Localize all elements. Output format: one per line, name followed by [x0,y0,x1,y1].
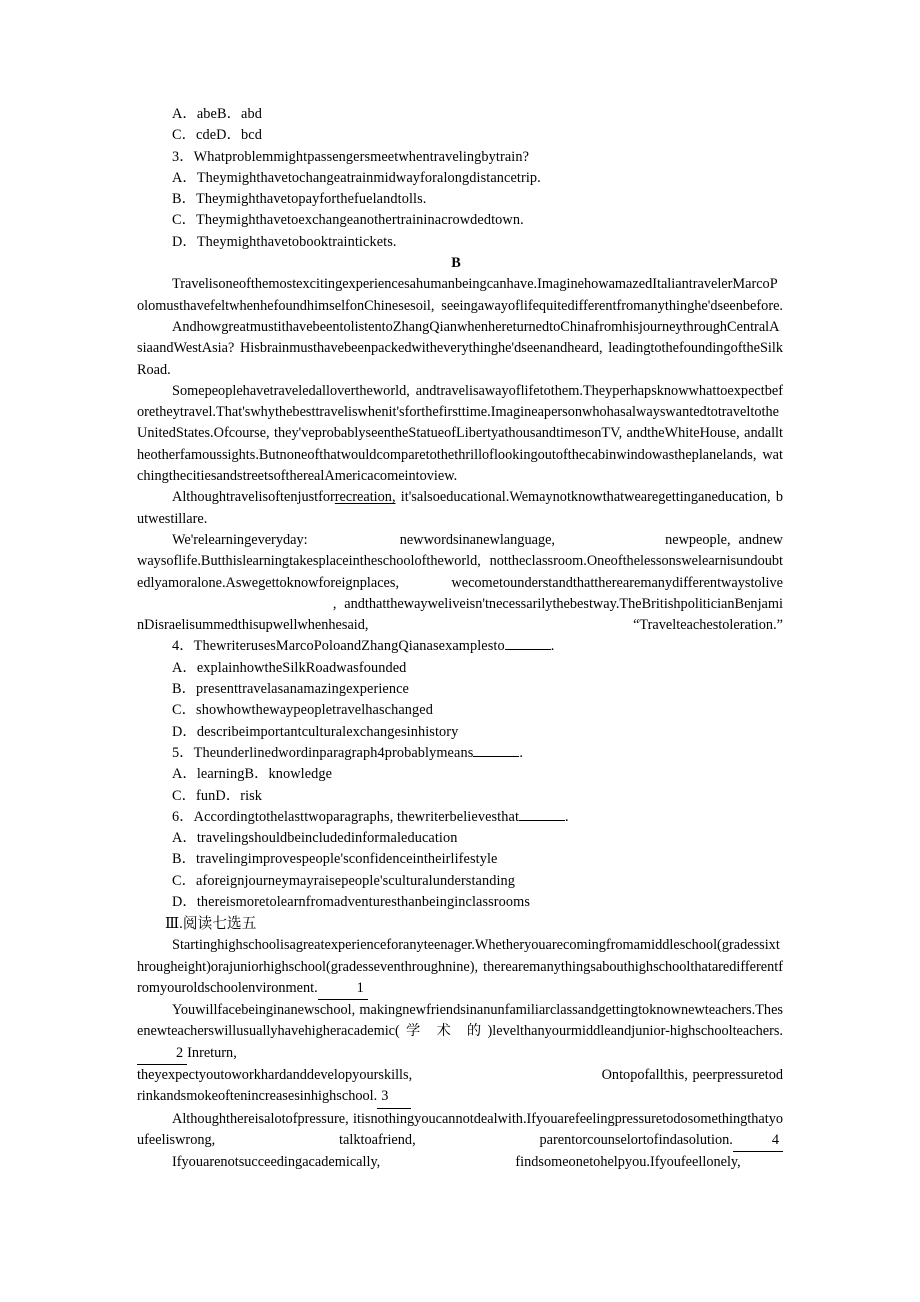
paragraph-5-c: newpeople, [665,531,731,548]
question-4-option-a: A．explainhowtheSilkRoadwasfounded [172,659,407,676]
cloze-blank-1[interactable]: 1 [318,978,368,1000]
question-6-option-d: D．thereismoretolearnfromadventuresthanbeinginclassrooms [172,893,531,910]
question-6-option-b: B．travelingimprovespeople'sconfidenceintheirlifestyle [172,851,498,868]
section-3-paragraph-5 [137,1152,783,1173]
section-3-p3-a: theyexpectyoutoworkhardanddevelopyourskills, [137,1067,413,1084]
underlined-word-recreation: recreation, [334,489,396,506]
section-3-paragraph-2 [137,1000,783,1065]
option-line: A．abeB．abd [172,106,262,122]
section-3-paragraph-1 [137,935,783,1000]
paragraph-5-a: We'relearningeveryday: [172,531,308,548]
question-3-stem: 3．Whatproblemmightpassengersmeetwhentravelingbytrain? [172,148,530,165]
section-3-paragraph-3 [137,1065,783,1109]
question-3-option-b: B．Theymighthavetopayforthefuelandtolls. [172,191,427,208]
cloze-blank-2[interactable]: 2 [137,1043,187,1065]
section-3-paragraph-4 [137,1109,783,1153]
question-5-option-ab: A．learningB．knowledge [172,766,333,783]
paragraph-4-pre: Althoughtravelisoftenjustfor [172,489,335,506]
option-line: C．cdeD．bcd [172,127,262,144]
question-4-option-d: D．describeimportantculturalexchangesinhistory [172,723,459,740]
passage-b-paragraph-4 [137,487,783,530]
section-3-p2-tail: Inreturn, [187,1044,237,1061]
question-4-period: . [550,638,555,655]
question-6-stem [137,807,783,828]
section-3-p2-chinese-gloss: 学 术 的 [399,1023,488,1040]
question-5-stem [137,743,783,764]
question-5-period: . [519,744,524,761]
question-3-option-a: A．Theymighthavetochangeatrainmidwayforalongdistancetrip. [172,169,541,186]
question-5-option-cd: C．funD．risk [172,787,263,804]
section-3-heading: Ⅲ.阅读七选五 [165,916,257,933]
paragraph-5-d: andnewwaysoflife.Butthislearningtakesplaceintheschooloftheworld, nottheclassroom.Oneofthelessonswelearnisundoubtedlyamoralone.Aswegettoknowforeignplaces, wecometounderstandthattherearemanydifferentwaystolive [137,531,783,591]
paragraph-5-b: newwordsinanewlanguage, [399,531,556,548]
paragraph-4-post: it'salsoeducational.Wemaynotknowthatwearegettinganeducation, butwestillare. [137,489,783,527]
question-3-option-c: C．Theymighthavetoexchangeanothertraininacrowdedtown. [172,212,524,229]
question-6-answer-blank[interactable] [519,820,565,821]
question-4-option-b: B．presenttravelasanamazingexperience [172,681,409,698]
section-3-p4-text: Althoughthereisalotofpressure, itisnothingyoucannotdealwith.Ifyouarefeelingpressuretodosomethingthatyoufeeliswrong, talktoafriend, parentorcounselortofindasolution. [137,1110,783,1148]
passage-b-label: B [451,255,461,272]
question-6-stem-text: 6．Accordingtothelasttwoparagraphs, thewriterbelievesthat [172,808,520,825]
passage-b-paragraph-1: Travelisoneofthemostexcitingexperiencesahumanbeingcanhave.ImaginehowamazedItaliantravelerMarcoPolomusthavefeltwhenhefoundhimselfonChinesesoil, seeingawayoflifequitedifferentfromanythinghe'dseenbefore. [137,276,783,314]
question-6-option-a: A．travelingshouldbeincludedinformaleducation [172,830,458,847]
passage-b-paragraph-5 [137,530,783,636]
question-4-stem [137,636,783,657]
section-3-p3-b: Ontopofallthis, [601,1067,688,1084]
cloze-blank-4[interactable]: 4 [733,1130,783,1152]
question-6-option-c: C．aforeignjourneymayraisepeople'sculturalunderstanding [172,872,516,889]
cloze-blank-3[interactable]: 3 [377,1086,411,1108]
section-3-p5-b: findsomeonetohelpyou.Ifyoufeellonely, [515,1154,741,1171]
question-4-option-c: C．showhowthewaypeopletravelhaschanged [172,702,433,719]
paragraph-5-e: , [332,595,337,612]
section-3-p3-c: peerpressuretodrinkandsmokeoftenincreasesinhighschool. [137,1067,783,1105]
passage-b-paragraph-3: Somepeoplehavetraveledallovertheworld, andtravelisawayoflifetothem.Theyperhapsknowwhattoexpectbeforetheytravel.That'swhythebesttraveliswhenit'sforthefirsttime.ImagineapersonwhohasalwayswantedtotraveltotheUnitedStates.Ofcourse, they'veprobablyseentheStatueofLibertyathousandtimesonTV, andtheWhiteHouse, andalltheotherfamoussights.Butnoneofthatwouldcomparetothethrilloflookingoutofthecabinwindowastheplanelands, watchingthecitiesandstreetsoftherealAmericacomeintoview. [137,382,783,485]
section-3-p5-a: Ifyouarenotsucceedingacademically, [172,1154,381,1171]
section-3-p2-text2: )levelthanyourmiddleandjunior-highschoolteachers. [487,1023,783,1040]
paragraph-5-f: andthatthewayweliveisn'tnecessarilythebestway.TheBritishpoliticianBenjaminDisraelisummedthisupwellwhenhesaid, “Travelteachestoleration.” [137,595,783,634]
section-3-p2-text: Youwillfacebeinginanewschool, makingnewfriendsinanunfamiliarclassandgettingtoknownewteachers.Thesenewteacherswillusuallyhavehigheracademic( [137,1002,783,1040]
question-6-period: . [565,808,569,825]
question-3-option-d: D．Theymighthavetobooktraintickets. [172,233,397,250]
document-content [137,104,783,1174]
section-3-p1-text: Startinghighschoolisagreatexperienceforanyteenager.Whetheryouarecomingfromamiddleschool(gradessixthrougheight)orajuniorhighschool(gradesseventhroughnine), therearemanythingsabouthighschoolthataredifferentfromyouroldschoolenvironment. [137,937,783,996]
question-5-stem-text: 5．Theunderlinedwordinparagraph4probablymeans [172,744,474,761]
question-4-answer-blank[interactable] [505,649,551,650]
question-4-stem-text: 4．ThewriterusesMarcoPoloandZhangQianasexamplesto [172,638,505,655]
question-5-answer-blank[interactable] [473,756,519,757]
passage-b-paragraph-2: AndhowgreatmustithavebeentolistentoZhangQianwhenhereturnedtoChinafromhisjourneythroughCentralAsiaandWestAsia? Hisbrainmusthavebeenpackedwitheverythinghe'dseenandheard, leadingtothefoundingoftheSilkRoad. [137,318,783,378]
